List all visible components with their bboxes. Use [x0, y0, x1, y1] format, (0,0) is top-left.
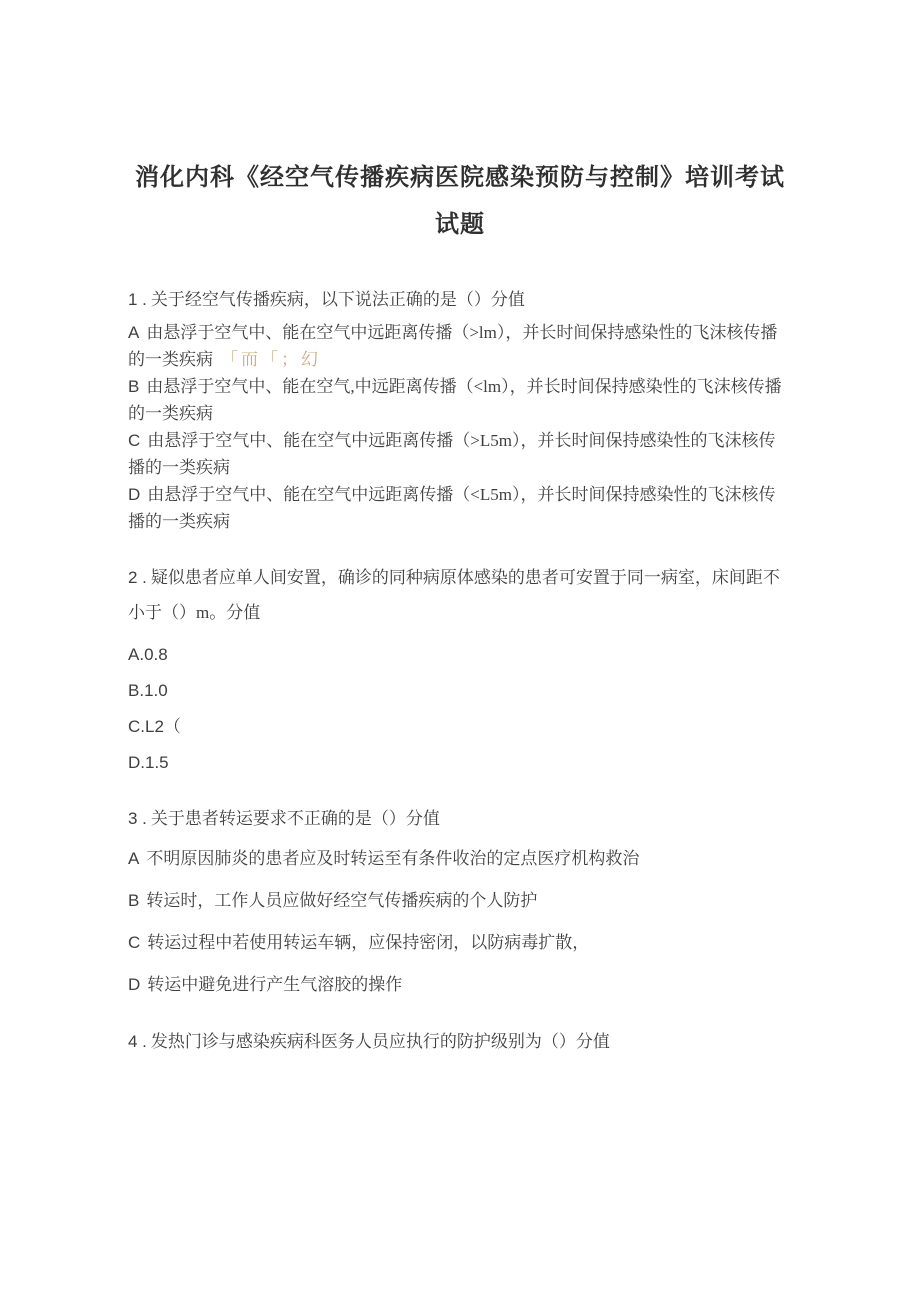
question-2-option-c	[128, 717, 792, 737]
question-2-option-c-text: L2（	[145, 717, 181, 736]
question-2-option-d-text: 1.5	[145, 753, 169, 772]
question-1-option-b-label: B	[128, 377, 140, 396]
question-2-option-a-text: 0.8	[144, 645, 168, 664]
question-3-option-b-text: 转运时，工作人员应做好经空气传播疾病的个人防护	[146, 891, 538, 910]
question-2-option-b	[128, 681, 792, 701]
question-2	[128, 560, 792, 773]
question-3-option-a-label: A	[128, 849, 140, 868]
question-1-option-a-label: A	[128, 323, 140, 342]
question-1-option-b-text: 由悬浮于空气中、能在空气,中远距离传播（<lm），并长时间保持感染性的飞沫核传播的一类疾病	[128, 377, 782, 423]
question-3-option-d-text: 转运中避免进行产生气溶胶的操作	[147, 975, 403, 994]
question-1-option-d-text: 由悬浮于空气中、能在空气中远距离传播（<L5m），并长时间保持感染性的飞沫核传播的一类疾病	[128, 485, 776, 531]
question-2-number: 2 .	[128, 568, 147, 587]
question-3-option-c-label: C	[128, 933, 141, 952]
question-2-option-a	[128, 645, 792, 665]
question-1-option-a-highlight-text: 「而「；幻	[221, 350, 321, 369]
question-2-option-b-text: 1.0	[144, 681, 168, 700]
question-3-options	[128, 849, 792, 995]
question-3-option-b	[128, 891, 792, 911]
question-4-number: 4 .	[128, 1032, 147, 1051]
question-1-option-c-text: 由悬浮于空气中、能在空气中远距离传播（>L5m），并长时间保持感染性的飞沫核传播的一类疾病	[128, 431, 776, 477]
question-1	[128, 287, 792, 535]
question-4-stem-text: 发热门诊与感染疾病科医务人员应执行的防护级别为（）分值	[150, 1032, 610, 1051]
question-1-option-d-label: D	[128, 485, 141, 504]
question-1-option-c-label: C	[128, 431, 141, 450]
question-1-stem	[128, 287, 792, 313]
question-2-option-c-label: C.	[128, 717, 145, 736]
question-4	[128, 1032, 792, 1052]
question-1-option-b	[128, 373, 792, 427]
page-title-line-1: 消化内科《经空气传播疾病医院感染预防与控制》培训考试	[135, 165, 785, 191]
question-1-option-d	[128, 481, 792, 535]
question-2-stem	[128, 560, 792, 630]
question-3-option-c-text: 转运过程中若使用转运车辆，应保持密闭，以防病毒扩散，	[147, 933, 590, 952]
question-1-option-a	[128, 319, 792, 373]
question-2-option-b-label: B.	[128, 681, 145, 700]
question-3-number: 3 .	[128, 809, 147, 828]
question-1-option-c	[128, 427, 792, 481]
question-3-option-d-label: D	[128, 975, 141, 994]
question-3-option-b-label: B	[128, 891, 140, 910]
question-3-stem-text: 关于患者转运要求不正确的是（）分值	[150, 809, 440, 828]
question-1-option-a-text: 由悬浮于空气中、能在空气中远距离传播（>lm），并长时间保持感染性的飞沫核传播的一类疾病	[128, 323, 778, 369]
question-1-stem-text: 关于经空气传播疾病，以下说法正确的是（）分值	[150, 290, 525, 309]
page-title-line-2: 试题	[435, 212, 485, 238]
question-3-option-a-text: 不明原因肺炎的患者应及时转运至有条件收治的定点医疗机构救治	[146, 849, 640, 868]
question-2-option-d	[128, 753, 792, 773]
question-2-option-d-label: D.	[128, 753, 145, 772]
question-3-stem	[128, 809, 792, 829]
question-1-options	[128, 319, 792, 535]
page-title	[128, 155, 792, 249]
question-2-option-a-label: A.	[128, 645, 145, 664]
question-3-option-d	[128, 975, 792, 995]
question-1-number: 1 .	[128, 290, 147, 309]
question-2-stem-text: 疑似患者应单人间安置，确诊的同种病原体感染的患者可安置于同一病室，床间距不小于（）m。分值	[128, 568, 780, 622]
question-2-options	[128, 645, 792, 773]
question-4-stem	[128, 1032, 792, 1052]
question-3	[128, 809, 792, 995]
question-3-option-c	[128, 933, 792, 953]
question-3-option-a	[128, 849, 792, 869]
